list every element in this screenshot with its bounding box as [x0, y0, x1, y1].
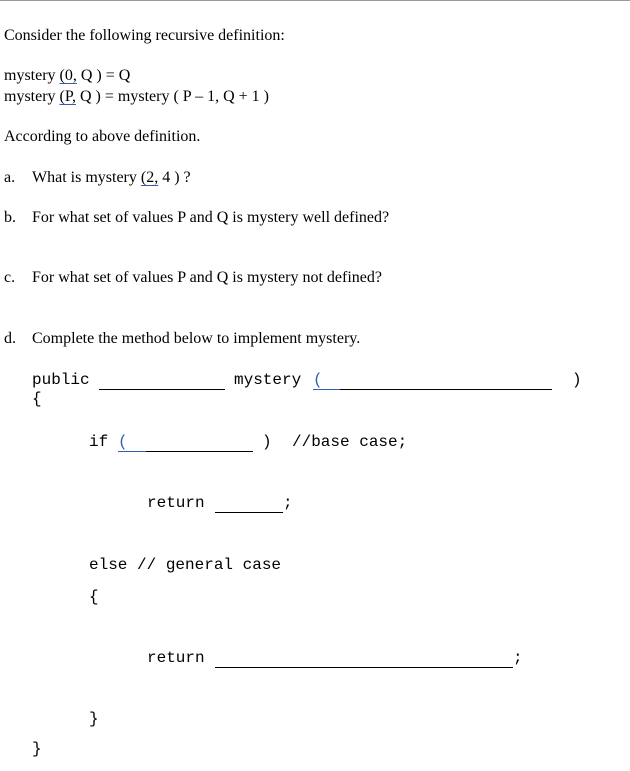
code-outer-close-brace: }: [32, 740, 42, 758]
code-inner-close-brace: }: [89, 710, 99, 728]
top-border: [0, 0, 630, 1]
definition-recursive: mystery (P, Q ) = mystery ( P – 1, Q + 1 ): [4, 88, 269, 105]
question-b: For what set of values P and Q is mystery well defined?: [32, 209, 390, 226]
general-return-blank[interactable]: [215, 667, 513, 668]
intro-text: Consider the following recursive definition:: [4, 27, 285, 44]
code-semicolon-2: ;: [513, 649, 523, 667]
parameters-blank[interactable]: [340, 389, 552, 390]
code-else-brace: {: [89, 588, 99, 606]
code-close-paren: ): [572, 371, 582, 389]
question-c-letter: c.: [4, 269, 16, 286]
question-d-letter: d.: [4, 330, 16, 347]
code-base-comment: //base case;: [292, 433, 408, 451]
code-open-brace: {: [32, 390, 42, 408]
code-return-general: return: [147, 649, 205, 667]
if-paren-underline: [118, 451, 146, 452]
code-else: else // general case: [89, 556, 282, 574]
code-if-open-paren: (: [118, 433, 128, 451]
return-type-blank[interactable]: [99, 389, 225, 390]
question-c: For what set of values P and Q is mystery not defined?: [32, 269, 383, 286]
question-b-letter: b.: [4, 209, 16, 226]
code-mystery: mystery: [234, 371, 302, 389]
code-return-base: return: [147, 494, 205, 512]
code-semicolon-1: ;: [283, 494, 293, 512]
base-return-blank[interactable]: [215, 512, 283, 513]
paren-underline: [313, 389, 340, 390]
according-text: According to above definition.: [4, 128, 201, 145]
code-if: if: [89, 433, 109, 451]
question-d: Complete the method below to implement mystery.: [32, 330, 361, 347]
condition-blank[interactable]: [146, 451, 253, 452]
question-a: What is mystery (2, 4 ) ?: [32, 169, 191, 186]
code-open-paren: (: [313, 371, 323, 389]
question-a-letter: a.: [4, 169, 16, 186]
definition-base: mystery (0, Q ) = Q: [4, 67, 131, 84]
code-if-close-paren: ): [262, 433, 272, 451]
code-public: public: [32, 371, 90, 389]
